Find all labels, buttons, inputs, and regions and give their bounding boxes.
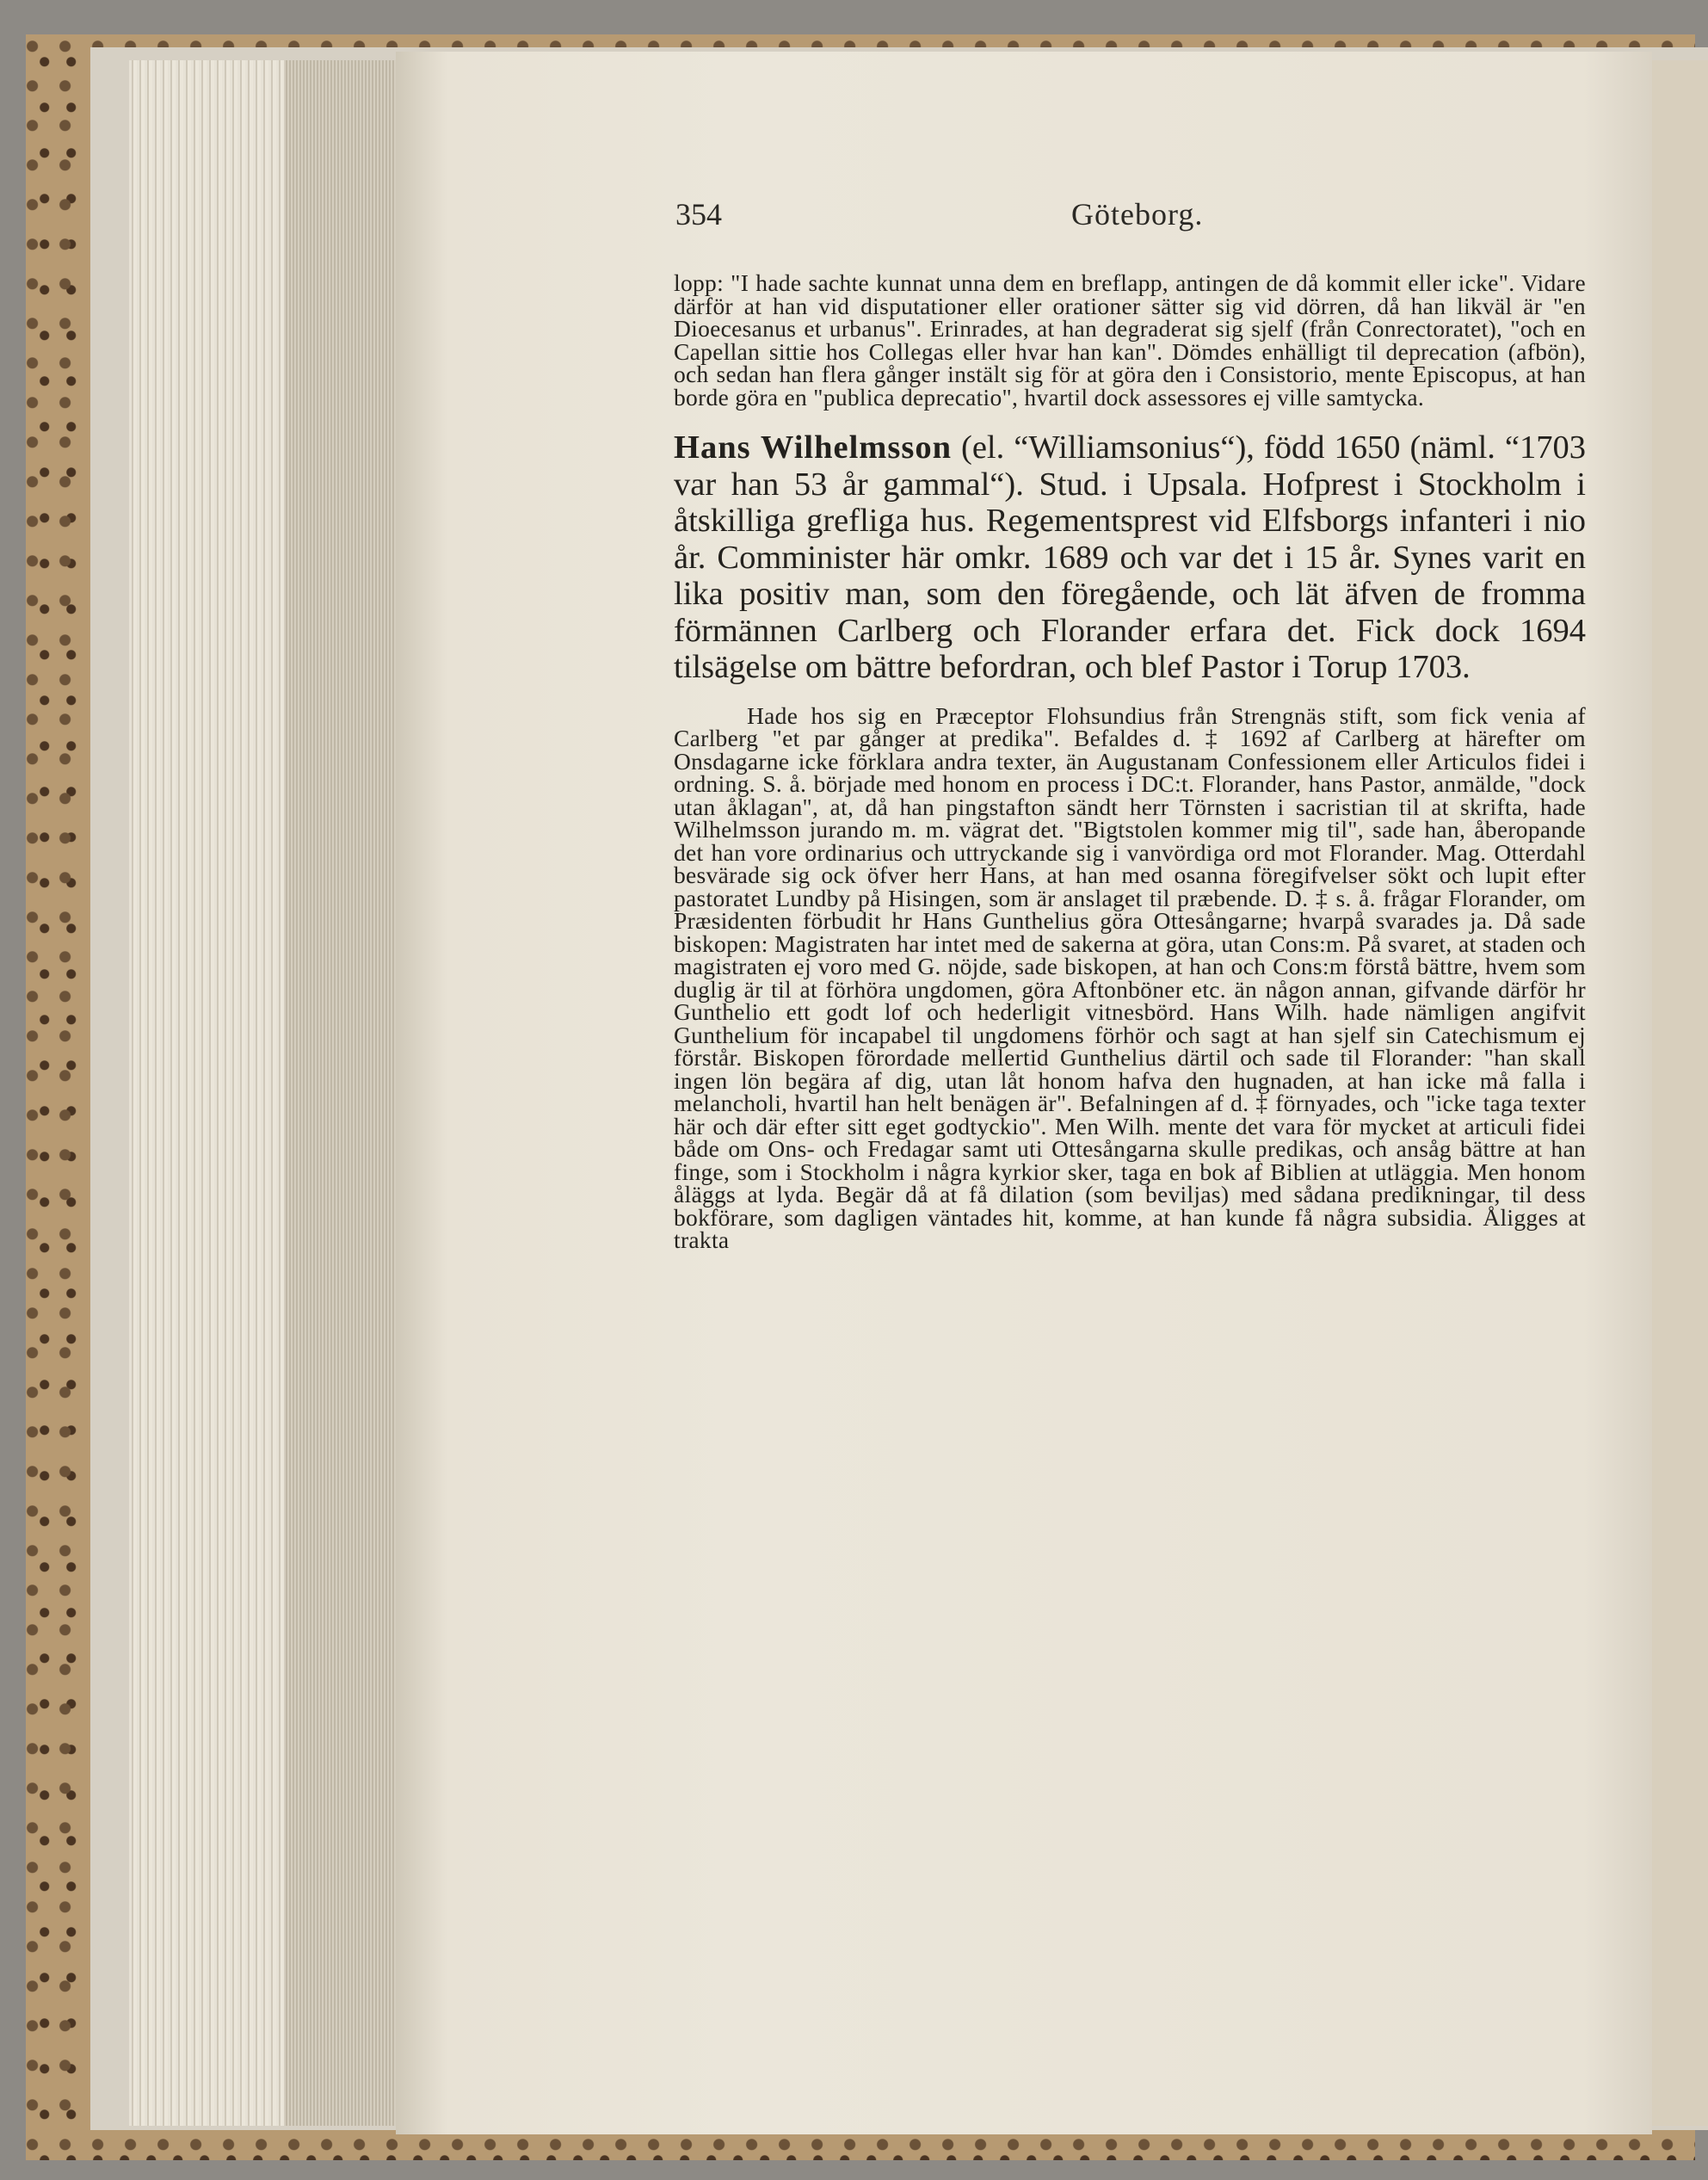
- paragraph-details: Hade hos sig en Præceptor Flohsundius från Strengnäs stift, som fick venia af Carlberg "et par gånger at predika". Befaldes d. ‡ 1692 af Carlberg at härefter om Onsdagarne icke förklara andra texter, än Augustanam Confessionem eller Articulos fidei i ordning. S. å. började med honom en process i DC:t. Florander, hans Pastor, anmälde, "dock utan åklagan", at, då han pingstafton sändt herr Törnsten i sacristian til at skrifta, hade Wilhelmsson jurando m. m. vägrat det. "Bigtstolen kommer mig til", sade han, åberopande det han vore ordinarius och uttryckande sig i vanvördiga ord mot Florander. Mag. Otterdahl besvärade sig ock öfver herr Hans, at han med osanna föregifvelser sökt och lupit efter pastoratet Lundby på Hisingen, som är anslaget til præbende. D. ‡ s. å. frågar Florander, om Præsidenten förbudit hr Hans Gunthelius göra Ottesångarne; hvarpå svarades ja. Då sade biskopen: Magistraten har intet med de sakerna at göra, utan Cons:m. På svaret, at staden och magistraten ej voro med G. nöjde, sade biskopen, at han och Cons:m förstå bättre, hvem som duglig är til at förhöra ungdomen, göra Aftonböner etc. än någon annan, gifvande därför hr Gunthelio ett godt lof och hederligit vitnesbörd. Hans Wilh. hade nämligen angifvit Gunthelium för incapabel til ungdomens förhör och sagt at han sjelf sin Catechismum ej förstår. Biskopen förordade mellertid Gunthelius därtil och sade til Florander: "han skall ingen lön begära af dig, utan låt honom hafva den hugnaden, at han icke må falla i melancholi, hvartil han helt benägen är". Befalningen af d. ‡ förnyades, och "icke taga texter här och där efter sitt eget godtyckio". Men Wilh. mente det vara för mycket at articuli fidei både om Ons- och Fredagar samt uti Ottesångarna skulle predikas, och ansåg bättre at han finge, som i Stockholm i några kyrkior sker, taga en bok af Biblien at utläggia. Men honom åläggs at lyda. Begär då at få dilation (som beviljas) med sådana predikningar, til dess bokförare, som dagligen väntades hit, komme, at han kunde få några subsidia. Åligges at trakta: [674, 701, 1586, 1253]
- page-header: [675, 196, 1579, 239]
- entry-text: (el. “Williamsonius“), född 1650 (näml. “1703 var han 53 år gammal“). Stud. i Upsala. Hofprest i Stockholm i åtskilliga grefliga hus. Regementsprest vid Elfsborgs infanteri i nio år. Comminister här omkr. 1689 och var det i 15 år. Synes varit en lika positiv man, som den föregående, och lät äfven de fromma förmännen Carlberg och Florander erfara det. Fick dock 1694 tilsägelse om bättre befordran, och blef Pastor i Torup 1703.: [674, 429, 1586, 685]
- page-number: 354: [675, 197, 722, 232]
- running-head: Göteborg.: [1071, 197, 1204, 232]
- entry-name: Hans Wilhelmsson: [674, 429, 952, 466]
- paragraph-continuation: lopp: "I hade sachte kunnat unna dem en breflapp, antingen de då kommit eller icke". Vidare därför at han vid disputationer eller orationer sätter sig vid dörren, då han likväl är "en Dioecesanus et urbanus". Erinrades, at han degraderat sig sjelf (från Conrectoratet), "och en Capellan sittie hos Collegas eller hvar han kan". Dömdes enhälligt til deprecation (afbön), och sedan han flera gånger instält sig för at göra den i Consistorio, mente Episcopus, at han borde göra en "publica deprecatio", hvartil dock assessores ej ville samtycka.: [674, 269, 1586, 411]
- facing-page-edge: [1650, 60, 1708, 2126]
- entry-paragraph: [674, 429, 1586, 686]
- page-edges-inner: [284, 60, 396, 2126]
- body-text: [674, 269, 1586, 1253]
